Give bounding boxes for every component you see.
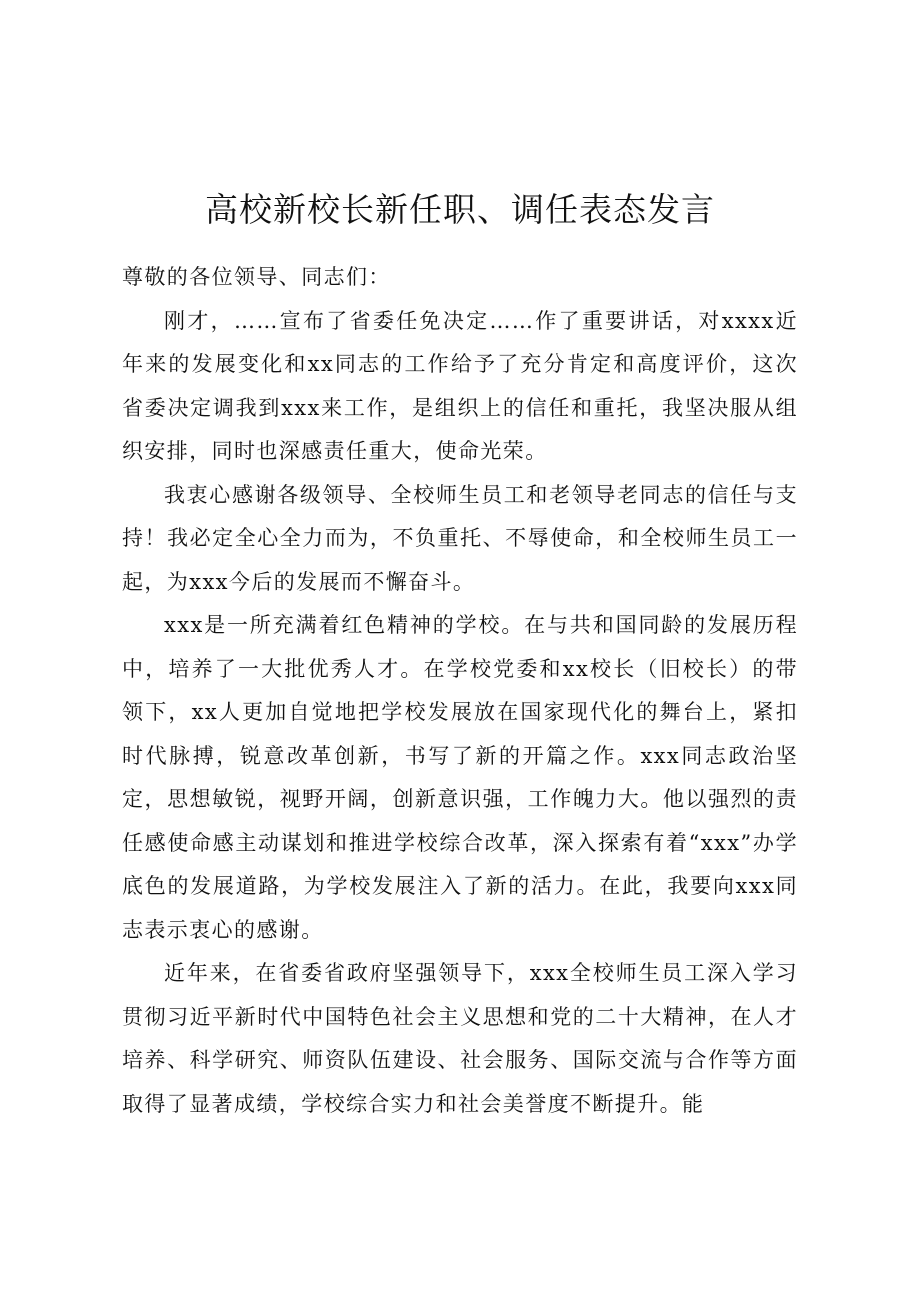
paragraph: xxx是一所充满着红色精神的学校。在与共和国同龄的发展历程中，培养了一大批优秀人才。在学校党委和xx校长（旧校长）的带领下，xx人更加自觉地把学校发展放在国家现代化的舞台上，紧扣时代脉搏，锐意改革创新，书写了新的开篇之作。xxx同志政治坚定，思想敏锐，视野开阔，创新意识强，工作魄力大。他以强烈的责任感使命感主动谋划和推进学校综合改革，深入探索有着“xxx”办学底色的发展道路，为学校发展注入了新的活力。在此，我要向xxx同志表示衷心的感谢。	[122, 613, 798, 942]
document-title: 高校新校长新任职、调任表态发言	[205, 190, 715, 229]
paragraph: 我衷心感谢各级领导、全校师生员工和老领导老同志的信任与支持！我必定全心全力而为，不负重托、不辱使命，和全校师生员工一起，为xxx今后的发展而不懈奋斗。	[122, 482, 798, 594]
paragraph: 近年来，在省委省政府坚强领导下，xxx全校师生员工深入学习贯彻习近平新时代中国特色社会主义思想和党的二十大精神，在人才培养、科学研究、师资队伍建设、社会服务、国际交流与合作等方面取得了显著成绩，学校综合实力和社会美誉度不断提升。能	[122, 961, 798, 1116]
salutation: 尊敬的各位领导、同志们：	[122, 265, 391, 289]
paragraph: 刚才，……宣布了省委任免决定……作了重要讲话，对xxxx近年来的发展变化和xx同志的工作给予了充分肯定和高度评价，这次省委决定调我到xxx来工作，是组织上的信任和重托，我坚决服从组织安排，同时也深感责任重大，使命光荣。	[122, 308, 798, 463]
document-body	[122, 256, 798, 1126]
